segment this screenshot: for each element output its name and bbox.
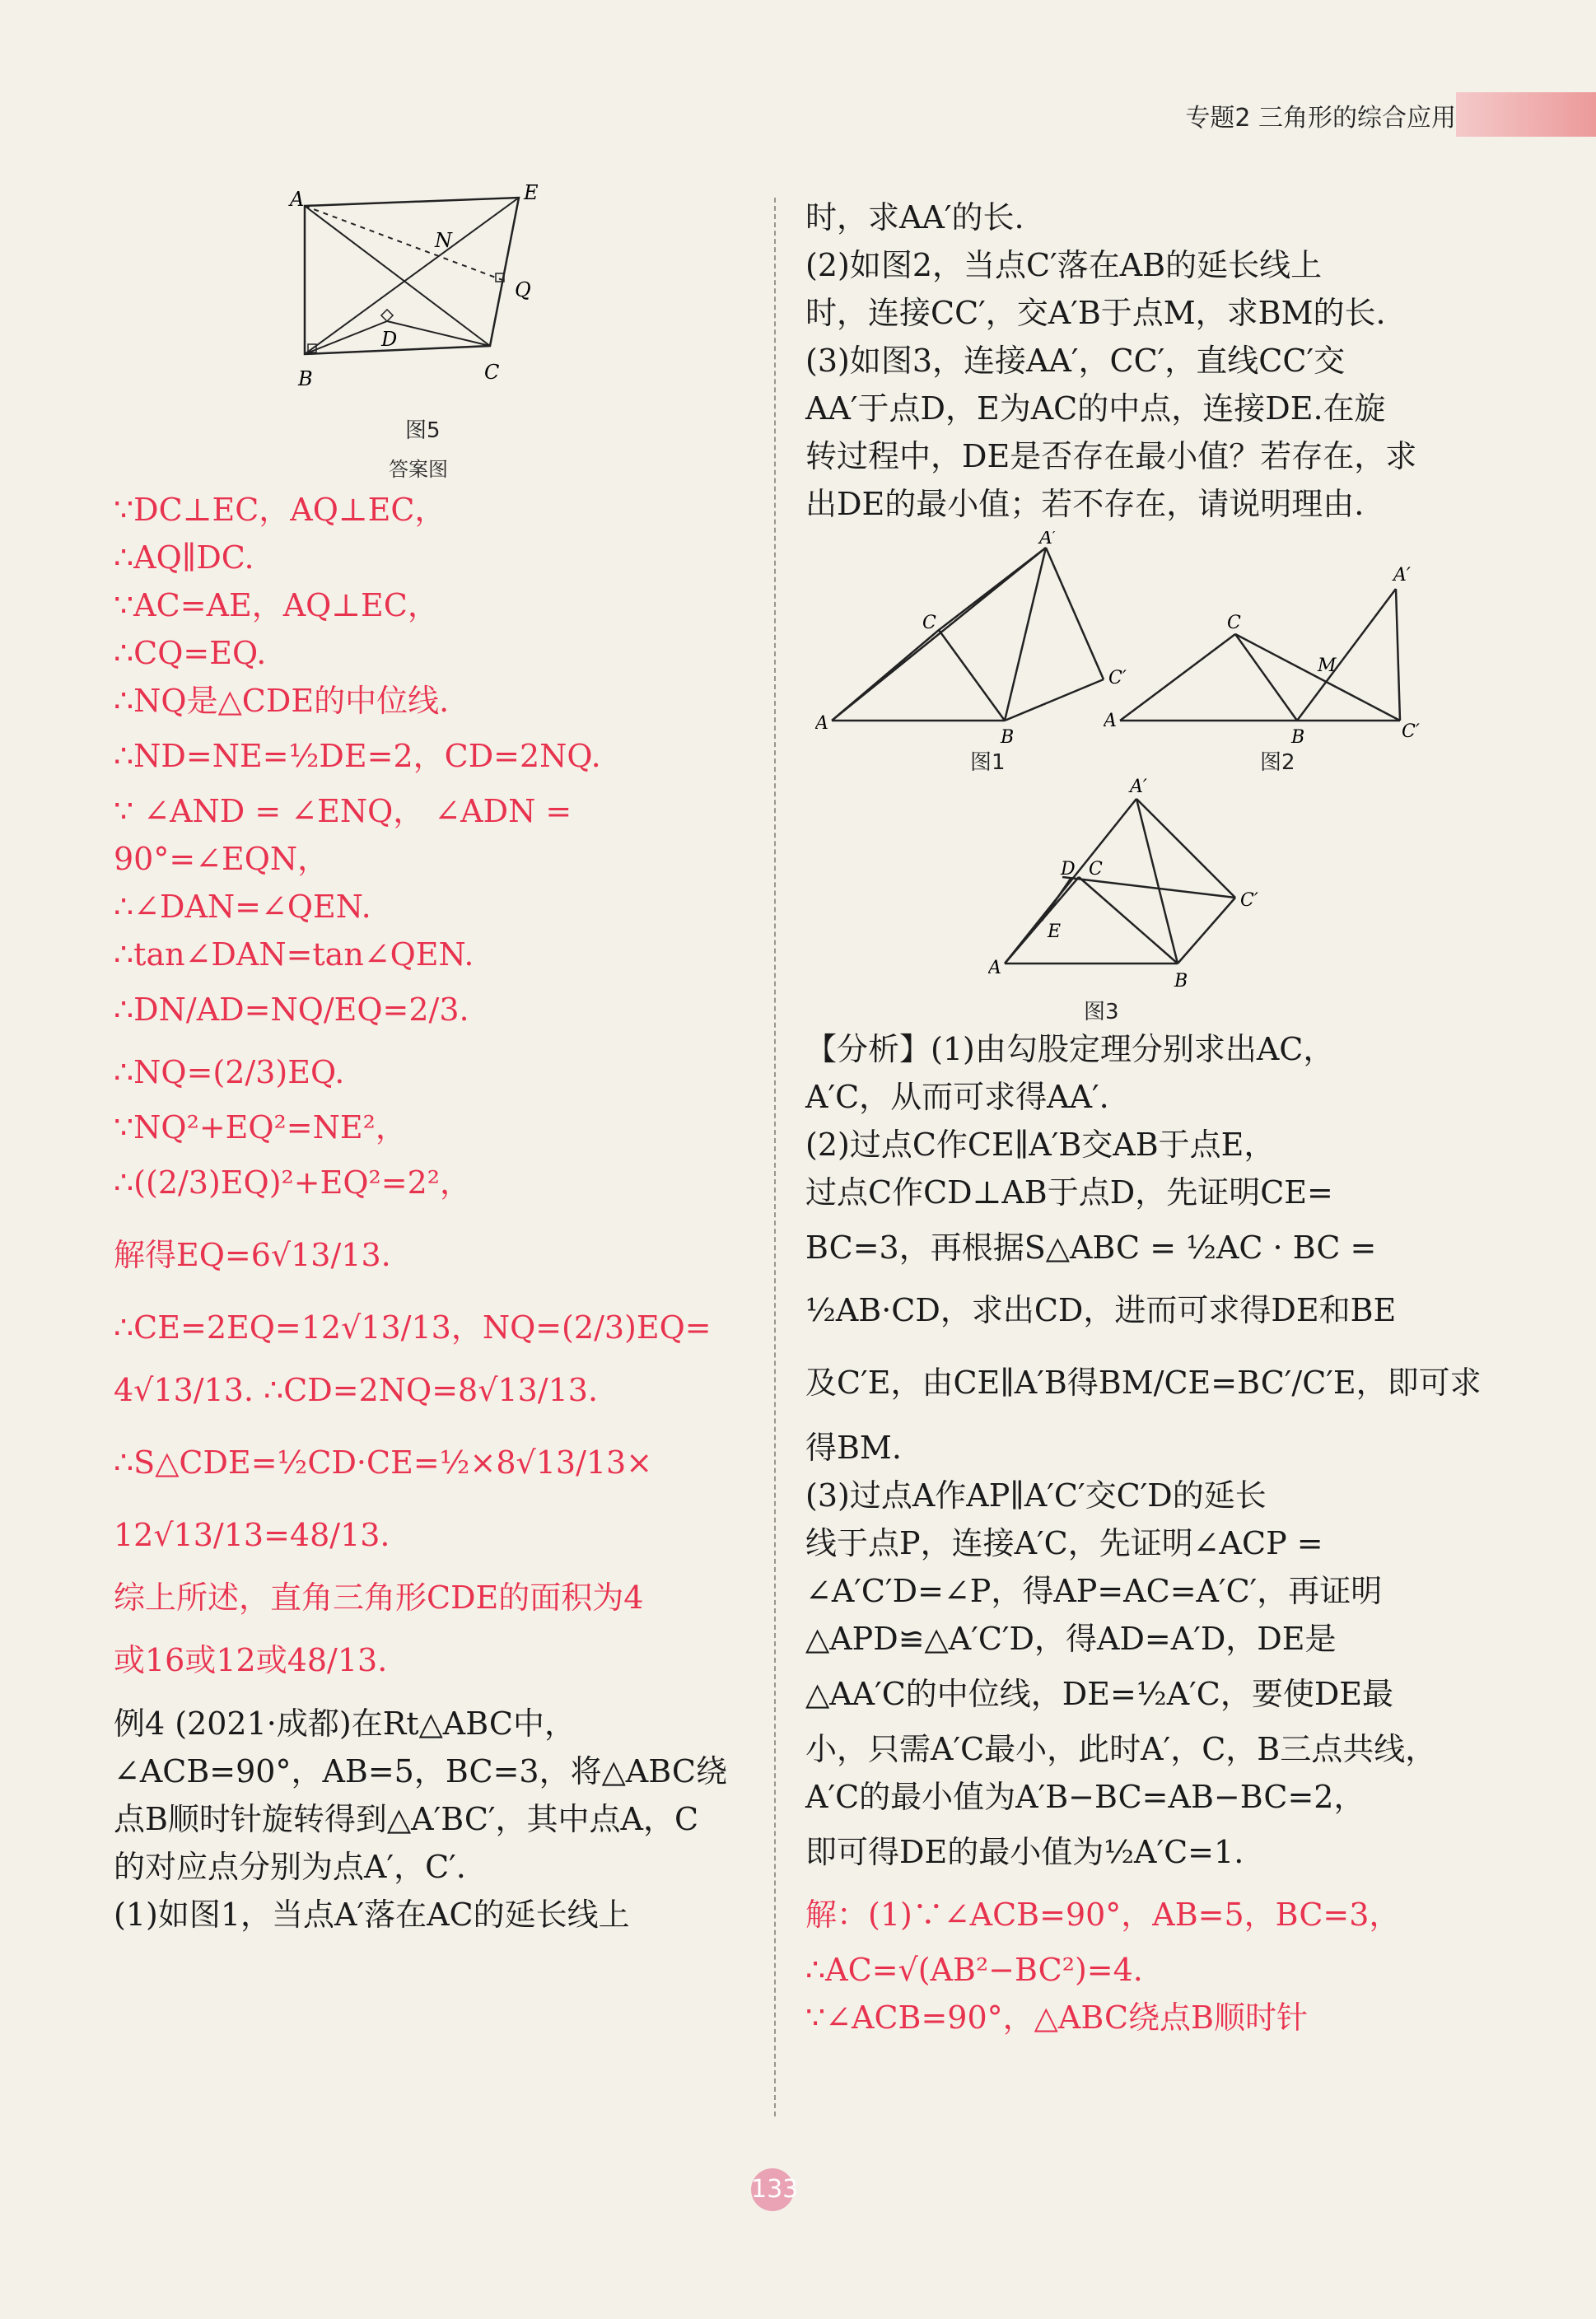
figure-1 bbox=[815, 531, 1128, 762]
solution-line: 解：(1)∵∠ACB=90°，AB=5，BC=3， bbox=[805, 1897, 1401, 1933]
example-4 bbox=[114, 1700, 740, 1939]
fig3-label-a-prime: A′ bbox=[1130, 777, 1147, 797]
example-line: (1)如图1，当点A′落在AC的延长线上 bbox=[114, 1897, 630, 1933]
fig1-caption: 图1 bbox=[970, 750, 1006, 775]
solution-line: ∴CQ=EQ. bbox=[114, 635, 267, 671]
solution-line: 解得EQ=6√13/13. bbox=[114, 1237, 391, 1273]
analysis-line: (3)过点A作AP∥A′C′交C′D的延长 bbox=[805, 1477, 1267, 1514]
solution-line: ∴NQ=(2/3)EQ. bbox=[114, 1054, 345, 1090]
example-line: ∠ACB=90°，AB=5，BC=3，将△ABC绕 bbox=[114, 1753, 727, 1789]
solution-line: 90°=∠EQN， bbox=[114, 841, 329, 877]
analysis-line: BC=3，再根据S△ABC = ½AC · BC = bbox=[805, 1229, 1377, 1266]
solution-line: ∴ND=NE=½DE=2，CD=2NQ. bbox=[114, 738, 601, 774]
solution-line: ∴NQ是△CDE的中位线. bbox=[114, 683, 450, 719]
solution-line: 或16或12或48/13. bbox=[114, 1642, 388, 1678]
right-column-top bbox=[805, 194, 1440, 528]
fig5-label-q: Q bbox=[515, 278, 531, 301]
solution-line: 综上所述，直角三角形CDE的面积为4 bbox=[114, 1579, 644, 1616]
solution-line: ∵AC=AE，AQ⊥EC， bbox=[114, 587, 439, 623]
page-number: 133 bbox=[751, 2168, 794, 2211]
figure-5 bbox=[280, 181, 560, 404]
fig1-label-c-prime: C′ bbox=[1108, 668, 1127, 688]
fig2-label-b: B bbox=[1291, 727, 1305, 748]
fig5-label-c: C bbox=[484, 361, 500, 384]
solution-line: ∵NQ²+EQ²=NE²， bbox=[114, 1109, 407, 1146]
fig3-caption: 图3 bbox=[1084, 1000, 1119, 1024]
example-line: 的对应点分别为点A′，C′. bbox=[114, 1849, 466, 1885]
solution-line: ∴CE=2EQ=12√13/13，NQ=(2/3)EQ= bbox=[114, 1309, 712, 1346]
question-line: 转过程中，DE是否存在最小值？若存在，求 bbox=[805, 438, 1417, 474]
example-line: 点B顺时针旋转得到△A′BC′，其中点A，C bbox=[114, 1801, 699, 1837]
fig5-subcaption: 答案图 bbox=[389, 458, 448, 481]
solution-line: ∴((2/3)EQ)²+EQ²=2²， bbox=[114, 1164, 471, 1201]
analysis-line: ∠A′C′D=∠P，得AP=AC=A′C′，再证明 bbox=[805, 1573, 1383, 1609]
fig3-label-d: D bbox=[1061, 859, 1076, 880]
fig5-label-e: E bbox=[524, 181, 539, 204]
header-decoration bbox=[1456, 92, 1596, 137]
solution-line: ∴∠DAN=∠QEN. bbox=[114, 889, 371, 925]
fig2-label-a: A bbox=[1104, 711, 1117, 731]
analysis-line: 线于点P，连接A′C，先证明∠ACP = bbox=[805, 1525, 1323, 1561]
page-header: 专题2 三角形的综合应用 bbox=[1185, 104, 1456, 133]
analysis-line: (2)过点C作CE∥A′B交AB于点E， bbox=[805, 1127, 1276, 1163]
solution-line: ∴S△CDE=½CD·CE=½×8√13/13× bbox=[114, 1444, 653, 1481]
solution-line: ∴AQ∥DC. bbox=[114, 539, 254, 576]
figure-3 bbox=[988, 774, 1285, 1005]
question-line: 时，求AA′的长. bbox=[805, 199, 1024, 236]
question-line: (2)如图2，当点C′落在AB的延长线上 bbox=[805, 247, 1323, 283]
solution-line: ∴tan∠DAN=tan∠QEN. bbox=[114, 936, 474, 973]
analysis-line: 即可得DE的最小值为½A′C=1. bbox=[805, 1834, 1244, 1870]
fig2-label-c-prime: C′ bbox=[1402, 721, 1420, 742]
right-column-analysis bbox=[805, 1025, 1482, 2041]
column-divider bbox=[774, 198, 776, 2116]
solution-line: ∴AC=√(AB²−BC²)=4. bbox=[805, 1952, 1143, 1988]
question-line: (3)如图3，连接AA′，CC′，直线CC′交 bbox=[805, 343, 1346, 379]
analysis-line: 及C′E，由CE∥A′B得BM/CE=BC′/C′E，即可求 bbox=[805, 1365, 1482, 1401]
fig3-label-a: A bbox=[988, 958, 1001, 978]
analysis-line: 【分析】(1)由勾股定理分别求出AC， bbox=[805, 1031, 1335, 1067]
solution-line: 4√13/13. ∴CD=2NQ=8√13/13. bbox=[114, 1372, 599, 1408]
analysis-line: 小，只需A′C最小，此时A′，C，B三点共线， bbox=[805, 1731, 1437, 1767]
fig1-label-a: A bbox=[815, 713, 828, 734]
fig2-label-c: C bbox=[1227, 613, 1241, 633]
analysis-line: 得BM. bbox=[805, 1430, 902, 1466]
solution-line: ∵DC⊥EC，AQ⊥EC， bbox=[114, 492, 446, 528]
left-column bbox=[114, 486, 740, 1939]
fig3-label-e: E bbox=[1048, 922, 1062, 942]
fig1-label-b: B bbox=[1001, 727, 1015, 748]
fig5-label-n: N bbox=[435, 229, 452, 252]
solution-line: ∵∠ACB=90°，△ABC绕点B顺时针 bbox=[805, 1999, 1308, 2036]
figure-2 bbox=[1104, 552, 1441, 774]
question-line: 时，连接CC′，交A′B于点M，求BM的长. bbox=[805, 295, 1386, 331]
fig5-caption: 图5 bbox=[405, 418, 441, 443]
fig2-caption: 图2 bbox=[1260, 750, 1295, 775]
question-line: AA′于点D，E为AC的中点，连接DE.在旋 bbox=[805, 390, 1386, 427]
analysis-line: △AA′C的中位线，DE=½A′C，要使DE最 bbox=[805, 1676, 1394, 1712]
analysis-line: ½AB·CD，求出CD，进而可求得DE和BE bbox=[805, 1292, 1397, 1328]
fig3-label-b: B bbox=[1174, 971, 1188, 992]
fig5-label-b: B bbox=[298, 367, 313, 390]
fig5-label-a: A bbox=[290, 188, 305, 211]
question-line: 出DE的最小值；若不存在，请说明理由. bbox=[805, 486, 1365, 522]
analysis-line: A′C的最小值为A′B−BC=AB−BC=2， bbox=[805, 1779, 1365, 1815]
fig5-label-d: D bbox=[381, 328, 398, 351]
solution-line: ∵ ∠AND = ∠ENQ， ∠ADN = bbox=[114, 793, 572, 829]
fig1-label-c: C bbox=[922, 613, 936, 633]
analysis-line: 过点C作CD⊥AB于点D，先证明CE= bbox=[805, 1174, 1333, 1211]
example-line: 例4 (2021·成都)在Rt△ABC中， bbox=[114, 1705, 576, 1742]
analysis-line: A′C，从而可求得AA′. bbox=[805, 1079, 1109, 1115]
fig1-label-a-prime: A′ bbox=[1039, 531, 1057, 548]
solution-line: 12√13/13=48/13. bbox=[114, 1517, 390, 1553]
solution-line: ∴DN/AD=NQ/EQ=2/3. bbox=[114, 992, 469, 1028]
fig3-label-c-prime: C′ bbox=[1240, 890, 1258, 911]
fig3-label-c: C bbox=[1089, 859, 1103, 880]
analysis-line: △APD≌△A′C′D，得AD=A′D，DE是 bbox=[805, 1621, 1337, 1657]
fig2-label-m: M bbox=[1318, 656, 1337, 676]
fig2-label-a-prime: A′ bbox=[1393, 565, 1411, 586]
